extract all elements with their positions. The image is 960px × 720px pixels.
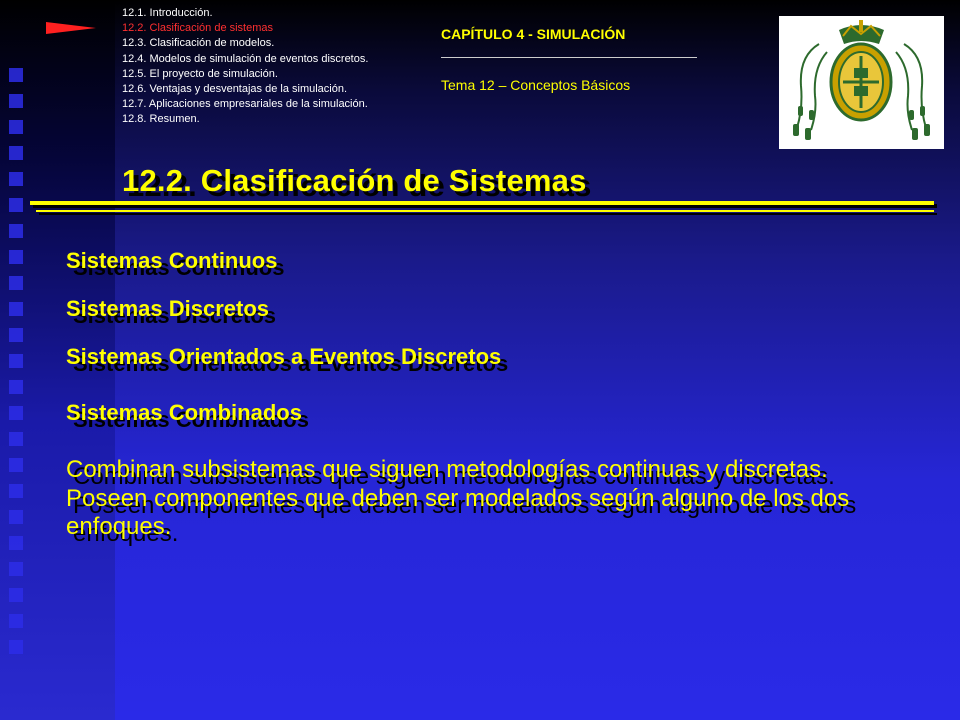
table-of-contents [122, 6, 368, 128]
decorative-square [9, 536, 23, 550]
decorative-square [9, 484, 23, 498]
toc-item[interactable]: 12.7. Aplicaciones empresariales de la simulación. [122, 98, 368, 111]
chapter-divider [441, 57, 697, 58]
decorative-square [9, 276, 23, 290]
crest-icon [779, 16, 944, 149]
decorative-square [9, 406, 23, 420]
decorative-square [9, 458, 23, 472]
toc-item[interactable]: 12.8. Resumen. [122, 113, 200, 126]
decorative-square [9, 562, 23, 576]
title-underline-thin [36, 210, 934, 212]
bullet-item: Sistemas Combinados [66, 400, 302, 425]
bullet-item: Sistemas Discretos [66, 296, 269, 321]
topic-subtitle: Tema 12 – Conceptos Básicos [441, 77, 631, 93]
decorative-square [9, 146, 23, 160]
decorative-square [9, 224, 23, 238]
toc-item-active[interactable]: 12.2. Clasificación de sistemas [122, 22, 274, 35]
decorative-square [9, 380, 23, 394]
decorative-square [9, 354, 23, 368]
toc-item[interactable]: 12.6. Ventajas y desventajas de la simulación. [122, 83, 348, 96]
toc-item[interactable]: 12.5. El proyecto de simulación. [122, 67, 278, 80]
slide-title: 12.2. Clasificación de Sistemas [122, 163, 587, 198]
decorative-square [9, 432, 23, 446]
bullet-item: Sistemas Orientados a Eventos Discretos [66, 344, 502, 369]
decorative-square [9, 302, 23, 316]
decorative-square [9, 588, 23, 602]
decorative-square [9, 250, 23, 264]
description-paragraph: Combinan subsistemas que siguen metodologías continuas y discretas. Poseen componentes que deben ser modelados según alguno de los dos enfoques. [66, 456, 850, 540]
decorative-square [9, 328, 23, 342]
decorative-square [9, 640, 23, 654]
decorative-square [9, 198, 23, 212]
decorative-square [9, 172, 23, 186]
title-underline [30, 201, 934, 205]
bullet-item: Sistemas Continuos [66, 248, 278, 273]
decorative-square [9, 94, 23, 108]
toc-item[interactable]: 12.3. Clasificación de modelos. [122, 37, 275, 50]
decorative-square [9, 510, 23, 524]
university-crest-logo [779, 16, 944, 149]
decorative-square [9, 614, 23, 628]
toc-item[interactable]: 12.4. Modelos de simulación de eventos discretos. [122, 52, 369, 65]
decorative-square [9, 68, 23, 82]
chapter-heading: CAPÍTULO 4 - SIMULACIÓN [441, 26, 626, 42]
decorative-square [9, 120, 23, 134]
toc-item[interactable]: 12.1. Introducción. [122, 7, 213, 19]
